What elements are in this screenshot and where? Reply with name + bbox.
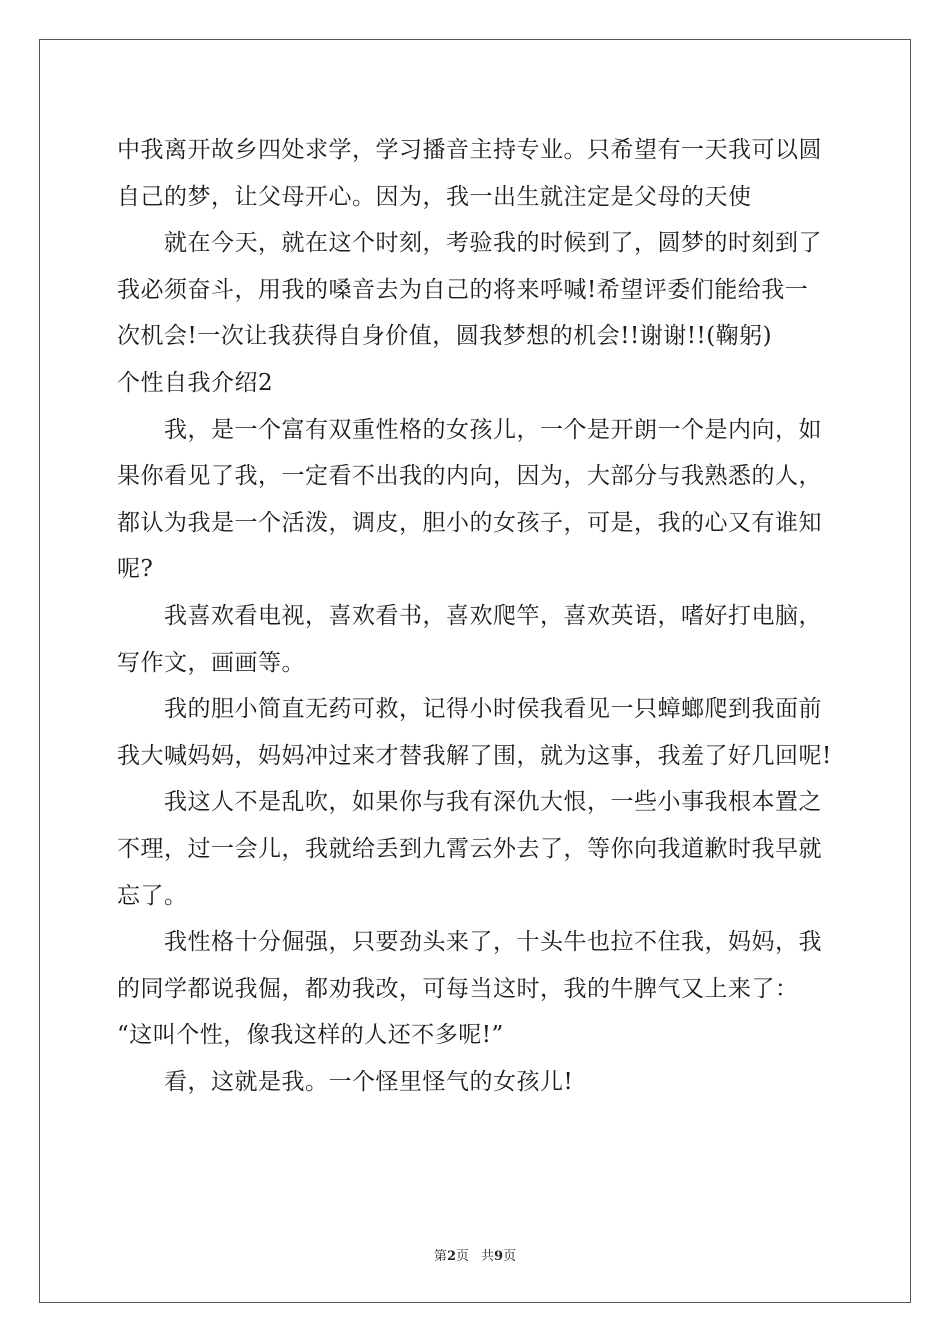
- text-line: 就在今天，就在这个时刻，考验我的时候到了，圆梦的时刻到了: [164, 230, 822, 257]
- text-line: 我性格十分倔强，只要劲头来了，十头牛也拉不住我，妈妈，我: [164, 929, 822, 956]
- text-line: 忘了。: [117, 882, 188, 909]
- text-line: 我这人不是乱吹，如果你与我有深仇大恨，一些小事我根本置之: [164, 789, 822, 816]
- text-line: 呢?: [117, 556, 154, 583]
- page-prefix: 第: [433, 1249, 447, 1264]
- text-line: 我的胆小简直无药可救，记得小时侯我看见一只蟑螂爬到我面前: [164, 696, 822, 723]
- text-line: 看，这就是我。一个怪里怪气的女孩儿!: [164, 1068, 574, 1095]
- text-line: 果你看见了我，一定看不出我的内向，因为，大部分与我熟悉的人，: [117, 463, 822, 490]
- text-line: 我大喊妈妈，妈妈冲过来才替我解了围，就为这事，我羞了好几回呢!: [117, 742, 832, 769]
- page-suffix: 页: [455, 1249, 469, 1264]
- text-line: 中我离开故乡四处求学，学习播音主持专业。只希望有一天我可以圆: [117, 137, 822, 163]
- text-line: 自己的梦，让父母开心。因为，我一出生就注定是父母的天使: [117, 183, 752, 210]
- section-heading: 个性自我介绍2: [117, 369, 274, 396]
- text-line: 次机会!一次让我获得自身价值，圆我梦想的机会!!谢谢!!(鞠躬): [117, 323, 773, 350]
- total-prefix: 共: [481, 1249, 495, 1264]
- text-line: 我，是一个富有双重性格的女孩儿，一个是开朗一个是内向，如: [164, 416, 822, 443]
- text-line: 的同学都说我倔，都劝我改，可每当这时，我的牛脾气又上来了：: [117, 975, 799, 1002]
- text-line: 写作文，画画等。: [117, 649, 305, 676]
- text-line: 都认为我是一个活泼，调皮，胆小的女孩子，可是，我的心又有谁知: [117, 509, 822, 536]
- text-line: 我必须奋斗，用我的嗓音去为自己的将来呼喊!希望评委们能给我一: [117, 276, 809, 303]
- page-footer: [0, 1245, 950, 1264]
- total-pages: 9: [494, 1249, 504, 1264]
- page-number: 2: [446, 1249, 456, 1264]
- text-line: 我喜欢看电视，喜欢看书，喜欢爬竿，喜欢英语，嗜好打电脑，: [164, 602, 822, 629]
- total-suffix: 页: [503, 1249, 517, 1264]
- document-body: [117, 127, 839, 1105]
- text-line: “这叫个性，像我这样的人还不多呢!”: [117, 1022, 504, 1049]
- text-line: 不理，过一会儿，我就给丢到九霄云外去了，等你向我道歉时我早就: [117, 835, 822, 862]
